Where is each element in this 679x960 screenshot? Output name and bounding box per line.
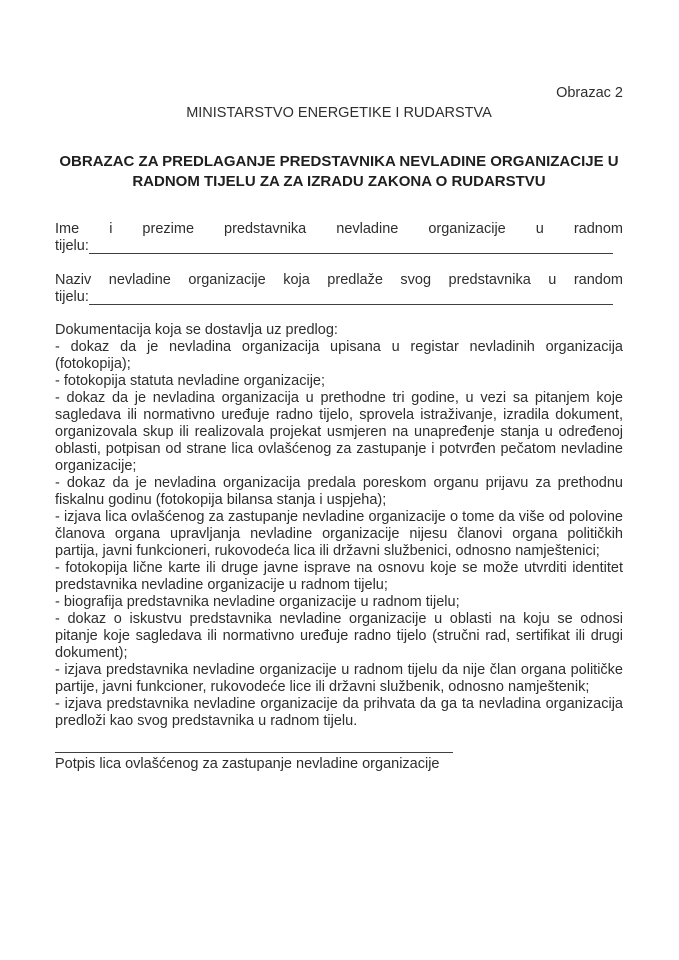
documentation-item: - fotokopija statuta nevladine organizacije; xyxy=(55,373,326,389)
documentation-section xyxy=(55,322,623,730)
documentation-item: - dokaz da je nevladina organizacija upisana u registar nevladinih organizacija (fotokopija); xyxy=(55,339,623,372)
signature-section xyxy=(55,752,623,773)
documentation-item: - biografija predstavnika nevladine organizacije u radnom tijelu; xyxy=(55,594,460,610)
documentation-item: - izjava predstavnika nevladine organizacije u radnom tijelu da nije član organa političke partije, javni funkcioner, rukovodeće lice ili državni službenik, odnosno namještenik; xyxy=(55,662,623,695)
ministry-name: MINISTARSTVO ENERGETIKE I RUDARSTVA xyxy=(186,105,492,121)
documentation-item: - izjava lica ovlašćenog za zastupanje nevladine organizacije o tome da više od polovine članova organa upravljanja nevladine organizacije nijesu članovi organa političkih partija, javni funkcioneri, rukovodeća lica ili državni službenici, odnosno namještenici; xyxy=(55,509,623,559)
field-organization-name xyxy=(55,272,623,306)
document-title-line1: OBRAZAC ZA PREDLAGANJE PREDSTAVNIKA NEVLADINE ORGANIZACIJE U xyxy=(59,153,619,170)
field-representative-name-label-line2: tijelu: xyxy=(55,238,89,254)
field-representative-name xyxy=(55,221,623,255)
representative-name-input-line[interactable] xyxy=(89,238,613,254)
document-title xyxy=(55,152,623,192)
documentation-item: - dokaz o iskustvu predstavnika nevladine organizacije u oblasti na koju se odnosi pitanje koje sagledava ili normativno uređuje radno tijelo (stručni rad, sertifikat ili drugi dokument); xyxy=(55,611,623,661)
signature-input-line[interactable] xyxy=(55,752,453,753)
documentation-item: - dokaz da je nevladina organizacija u prethodne tri godine, u vezi sa pitanjem koje sagledava ili normativno uređuje radno tijelo, sprovela istraživanje, izradila dokument, organizovala skup ili realizovala projekat usmjeren na unapređenje stanja u određenoj oblasti, potpisan od strane lica ovlašćenog za zastupanje i potvrđen pečatom nevladine organizacije; xyxy=(55,390,623,474)
documentation-intro: Dokumentacija koja se dostavlja uz predlog: xyxy=(55,322,338,338)
field-representative-name-label-line1: Ime i prezime predstavnika nevladine organizacije u radnom xyxy=(55,221,623,237)
field-organization-name-label-line2: tijelu: xyxy=(55,289,89,305)
form-number: Obrazac 2 xyxy=(556,85,623,101)
field-organization-name-label-line1: Naziv nevladine organizacije koja predlaže svog predstavnika u random xyxy=(55,272,623,288)
documentation-item: - dokaz da je nevladina organizacija predala poreskom organu prijavu za prethodnu fiskalnu godinu (fotokopija bilansa stanja i uspjeha); xyxy=(55,475,623,508)
documentation-item: - fotokopija lične karte ili druge javne isprave na osnovu koje se može utvrditi identitet predstavnika nevladine organizacije u radnom tijelu; xyxy=(55,560,623,593)
documentation-item: - izjava predstavnika nevladine organizacije da prihvata da ga ta nevladina organizacija predloži kao svog predstavnika u radnom tijelu. xyxy=(55,696,623,729)
signature-label: Potpis lica ovlašćenog za zastupanje nevladine organizacije xyxy=(55,756,440,772)
document-title-line2: RADNOM TIJELU ZA ZA IZRADU ZAKONA O RUDARSTVU xyxy=(132,173,546,190)
organization-name-input-line[interactable] xyxy=(89,289,613,305)
